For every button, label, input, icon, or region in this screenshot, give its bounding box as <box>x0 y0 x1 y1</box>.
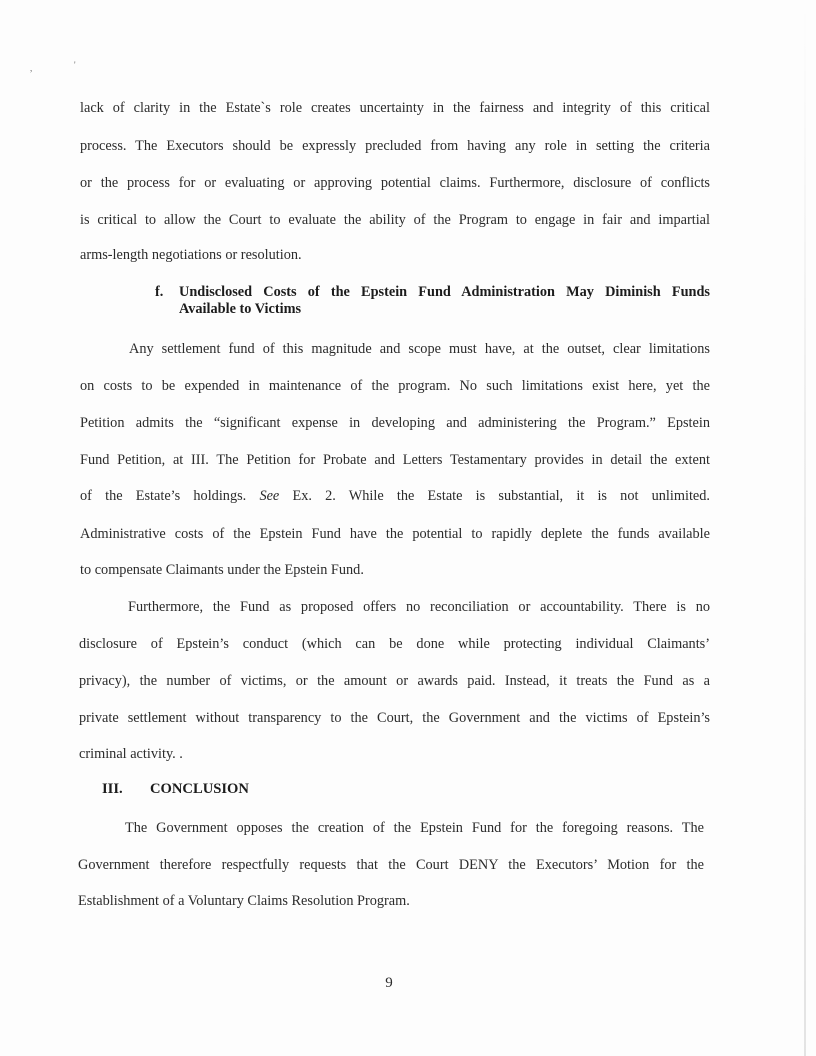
section-number: III. <box>102 781 123 797</box>
body-text-line: is critical to allow the Court to evaluate the ability of the Program to engage in fair and impartial <box>80 212 710 228</box>
page-number: 9 <box>385 975 393 991</box>
section-title-line: Undisclosed Costs of the Epstein Fund Administration May Diminish Funds <box>179 284 710 300</box>
section-title-line: Available to Victims <box>179 301 302 317</box>
body-text-line: disclosure of Epstein’s conduct (which can be done while protecting individual Claimants’ <box>79 636 710 652</box>
body-text-line: lack of clarity in the Estate`s role creates uncertainty in the fairness and integrity of this critical <box>80 100 710 116</box>
body-text-line: Fund Petition, at III. The Petition for Probate and Letters Testamentary provides in detail the extent <box>80 452 710 468</box>
body-text-line: The Government opposes the creation of the Epstein Fund for the foregoing reasons. The <box>125 820 704 836</box>
scan-mark: , <box>30 63 33 73</box>
page-edge-shadow <box>804 0 806 1056</box>
body-text-line: on costs to be expended in maintenance of the program. No such limitations exist here, yet the <box>80 378 710 394</box>
body-text-line: Any settlement fund of this magnitude and scope must have, at the outset, clear limitations <box>129 341 710 357</box>
body-text-span: Ex. 2. While the Estate is substantial, it is not unlimited. <box>292 488 710 504</box>
body-text-line: Furthermore, the Fund as proposed offers no reconciliation or accountability. There is no <box>128 599 710 615</box>
section-letter: f. <box>155 284 164 300</box>
body-text-line: to compensate Claimants under the Epstein Fund. <box>80 562 364 578</box>
body-text-span: of the Estate’s holdings. <box>80 488 247 504</box>
body-text-line: privacy), the number of victims, or the amount or awards paid. Instead, it treats the Fund as a <box>79 673 710 689</box>
body-text-line: Petition admits the “significant expense in developing and administering the Program.” Epstein <box>80 415 710 431</box>
body-text-line: criminal activity. . <box>79 746 183 762</box>
body-text-line <box>80 487 710 505</box>
body-text-line: Establishment of a Voluntary Claims Resolution Program. <box>78 893 410 909</box>
scan-mark: ' <box>74 60 76 70</box>
body-text-line: private settlement without transparency to the Court, the Government and the victims of Epstein’s <box>79 710 710 726</box>
section-heading-conclusion: CONCLUSION <box>150 781 249 797</box>
body-text-line: Administrative costs of the Epstein Fund have the potential to rapidly deplete the funds available <box>80 526 710 542</box>
body-text-line: arms-length negotiations or resolution. <box>80 247 302 263</box>
body-text-line: Government therefore respectfully requests that the Court DENY the Executors’ Motion for the <box>78 857 704 873</box>
body-text-line: process. The Executors should be expressly precluded from having any role in setting the criteria <box>80 138 710 154</box>
body-text-italic: See <box>259 488 280 504</box>
body-text-line: or the process for or evaluating or approving potential claims. Furthermore, disclosure of conflicts <box>80 175 710 191</box>
